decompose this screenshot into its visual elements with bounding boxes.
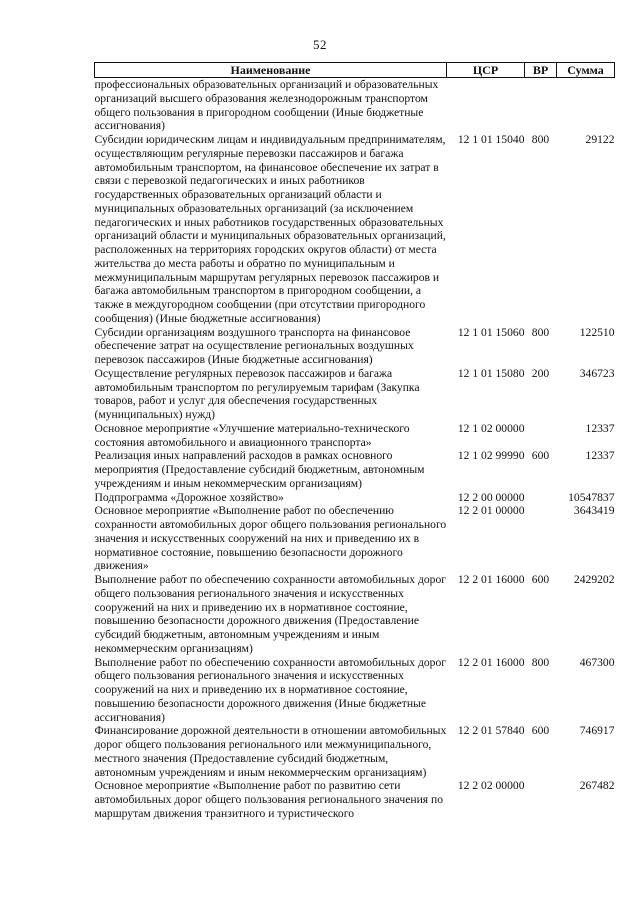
table-row bbox=[95, 367, 615, 422]
budget-table bbox=[94, 62, 615, 821]
table-row bbox=[95, 326, 615, 367]
row-name: Основное мероприятие «Улучшение материально-технического состояния автомобильного и авиационного транспорта» bbox=[94, 421, 410, 449]
row-vr: 600 bbox=[531, 449, 550, 463]
table-row bbox=[95, 573, 615, 656]
row-name: Осуществление регулярных перевозок пассажиров и багажа автомобильным транспортом по регулируемым тарифам (Закупка товаров, работ и услуг для обеспечения государственных (муниципальных) нужд) bbox=[94, 366, 420, 421]
table-header-row bbox=[95, 63, 615, 78]
page-number: 52 bbox=[313, 37, 327, 52]
row-vr bbox=[525, 78, 557, 134]
row-name: Реализация иных направлений расходов в рамках основного мероприятия (Предоставление субсидий бюджетным, автономным учреждениям и иным некоммерческим организациям) bbox=[94, 449, 425, 490]
header-name: Наименование bbox=[95, 63, 447, 78]
table-row bbox=[95, 449, 615, 490]
table-row bbox=[95, 422, 615, 450]
row-vr: 800 bbox=[531, 655, 550, 669]
row-csr: 12 2 00 00000 bbox=[457, 490, 525, 504]
row-vr bbox=[525, 491, 557, 505]
row-name: Выполнение работ по обеспечению сохранности автомобильных дорог общего пользования регионального значения и искусственных сооружений на них и приведению их в нормативное состояние, повышению безопасности дорожного движения (Предоставление субсидий бюджетным, автономным учреждениям и иным некоммерческим организациям) bbox=[94, 573, 447, 655]
row-vr bbox=[525, 422, 557, 450]
row-sum bbox=[557, 78, 615, 134]
row-name: Выполнение работ по обеспечению сохранности автомобильных дорог общего пользования регионального значения и искусственных сооружений на них и приведению их в нормативное состояние, повышению безопасности дорожного движения (Иные бюджетные ассигнования) bbox=[94, 655, 447, 724]
row-sum: 467300 bbox=[579, 655, 615, 669]
row-name: Субсидии организациям воздушного транспорта на финансовое обеспечение затрат на осуществление региональных воздушных перевозок пассажиров (Иные бюджетные ассигнования) bbox=[94, 325, 414, 366]
row-vr bbox=[525, 779, 557, 820]
row-csr: 12 2 02 00000 bbox=[457, 779, 525, 793]
row-name: Основное мероприятие «Выполнение работ по развитию сети автомобильных дорог общего пользования регионального значения по маршрутам движения транзитного и туристического bbox=[94, 779, 444, 820]
row-vr: 800 bbox=[531, 133, 550, 146]
row-csr: 12 1 01 15080 bbox=[457, 366, 525, 380]
table-row bbox=[95, 133, 615, 326]
row-csr: 12 2 01 57840 bbox=[457, 724, 525, 738]
row-csr: 12 1 02 00000 bbox=[457, 421, 525, 435]
row-sum: 3643419 bbox=[573, 504, 615, 518]
row-sum: 29122 bbox=[585, 133, 615, 146]
table-row bbox=[95, 78, 615, 134]
table-row bbox=[95, 779, 615, 820]
table-row bbox=[95, 491, 615, 505]
row-sum: 267482 bbox=[579, 779, 615, 793]
row-sum: 346723 bbox=[579, 366, 615, 380]
row-sum: 12337 bbox=[585, 421, 615, 435]
row-csr: 12 2 01 16000 bbox=[457, 655, 525, 669]
row-name: Основное мероприятие «Выполнение работ по обеспечению сохранности автомобильных дорог общего пользования регионального значения и искусственных сооружений на них и приведению их в нормативное состояние, повышению безопасности дорожного движения» bbox=[94, 504, 447, 573]
table-row bbox=[95, 504, 615, 573]
row-sum: 10547837 bbox=[568, 490, 615, 504]
row-sum: 2429202 bbox=[573, 573, 615, 586]
header-csr: ЦСР bbox=[447, 63, 525, 78]
row-csr: 12 1 02 99990 bbox=[457, 449, 525, 463]
header-vr: ВР bbox=[525, 63, 557, 78]
row-csr: 12 1 01 15040 bbox=[457, 133, 525, 146]
row-name: Субсидии юридическим лицам и индивидуальным предпринимателям, осуществляющим регулярные перевозки пассажиров и багажа автомобильным транспортом, на финансовое обеспечение их затрат в связи с перевозкой педагогических и иных работников государственных образовательных организаций области и муниципальных образовательных организаций (за исключением педагогических и иных работников государственных образовательных организаций области и муниципальных образовательных организаций, расположенных на территориях городских округов области) от места жительства до места работы и обратно по муниципальным и межмуниципальным маршрутам регулярных перевозок пассажиров и багажа автомобильным транспортом в пригородном сообщении, а также в междугородном сообщении (при отсутствии пригородного сообщения) (Иные бюджетные ассигнования) bbox=[94, 133, 446, 325]
table-row bbox=[95, 656, 615, 725]
row-name: Финансирование дорожной деятельности в отношении автомобильных дорог общего пользования регионального или межмуниципального, местного значения (Предоставление субсидий бюджетным, автономным учреждениям и иным некоммерческим организациям) bbox=[94, 724, 447, 779]
row-csr: 12 2 01 00000 bbox=[457, 504, 525, 518]
row-csr: 12 2 01 16000 bbox=[457, 573, 525, 586]
row-name: Подпрограмма «Дорожное хозяйство» bbox=[94, 490, 284, 504]
header-sum: Сумма bbox=[557, 63, 615, 78]
row-sum: 122510 bbox=[579, 325, 615, 339]
row-vr: 800 bbox=[531, 325, 550, 339]
row-sum: 746917 bbox=[579, 724, 615, 738]
row-vr: 200 bbox=[531, 366, 550, 380]
row-csr: 12 1 01 15060 bbox=[457, 325, 525, 339]
row-vr: 600 bbox=[531, 724, 550, 738]
row-vr bbox=[525, 504, 557, 573]
row-name: профессиональных образовательных организаций и образовательных организаций высшего образования железнодорожным транспортом общего пользования в пригородном сообщении (Иные бюджетные ассигнования) bbox=[94, 78, 439, 133]
row-csr bbox=[447, 78, 525, 134]
row-sum: 12337 bbox=[585, 449, 615, 463]
table-row bbox=[95, 724, 615, 779]
row-vr: 600 bbox=[531, 573, 550, 586]
